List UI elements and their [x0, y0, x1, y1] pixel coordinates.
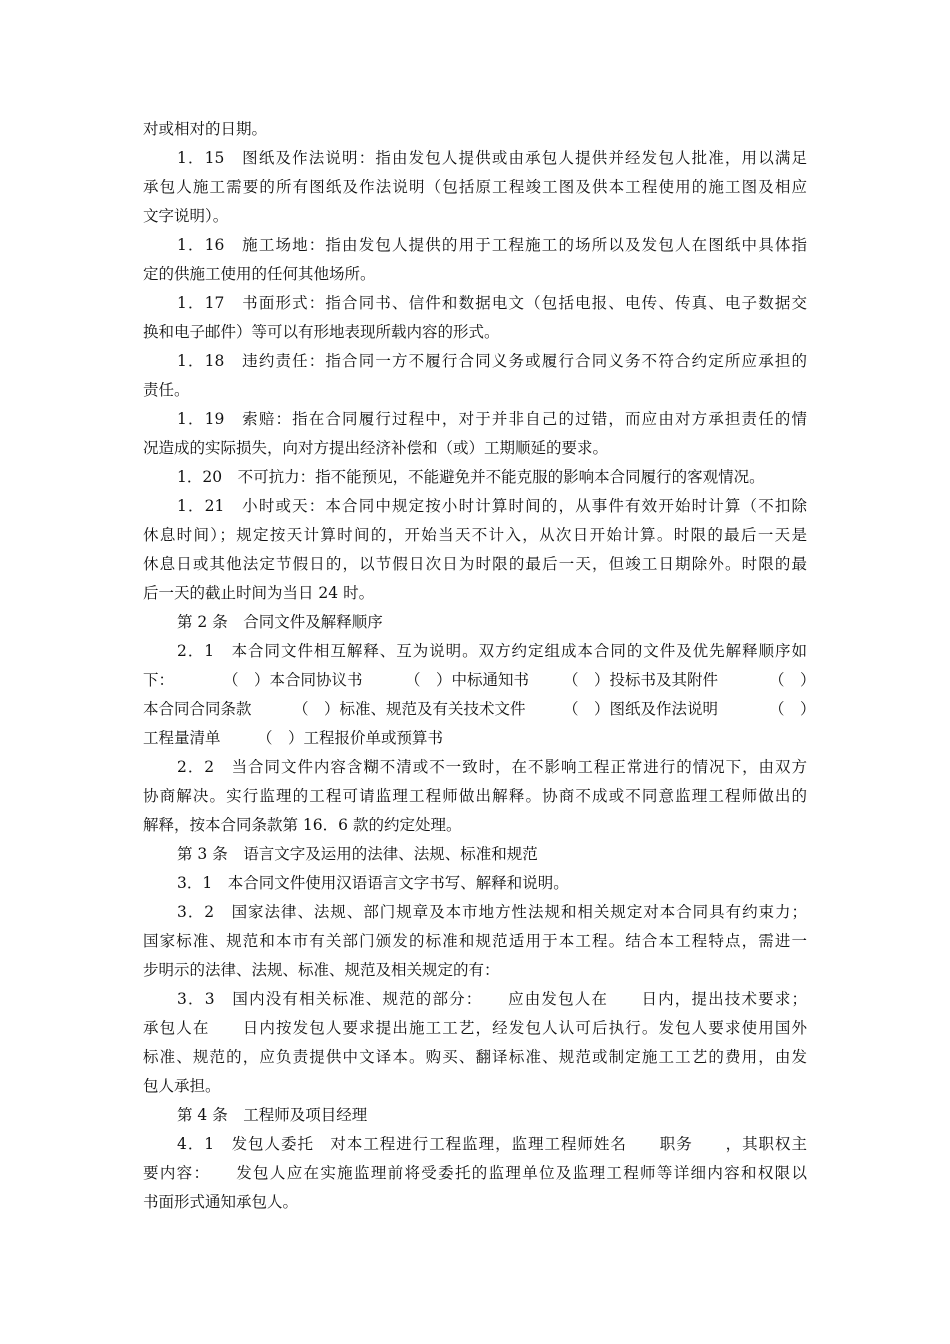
order-item: （ ）中标通知书 — [405, 671, 530, 689]
paragraph-line: 对或相对的日期。 — [143, 120, 268, 138]
order-item: （ ）图纸及作法说明 — [563, 700, 719, 718]
paragraph-line: 要内容： 发包人应在实施监理前将受委托的监理单位及监理工程师等详细内容和权限以 — [143, 1164, 807, 1182]
paragraph-line: 协商解决。实行监理的工程可请监理工程师做出解释。协商不成或不同意监理工程师做出的 — [143, 787, 807, 805]
paragraph-line: 承包人施工需要的所有图纸及作法说明（包括原工程竣工图及供本工程使用的施工图及相应 — [143, 178, 807, 196]
paragraph-line: 承包人在 日内按发包人要求提出施工工艺，经发包人认可后执行。发包人要求使用国外 — [143, 1019, 807, 1037]
paragraph-line: 责任。 — [143, 381, 190, 399]
clause-3-1: 3．1 本合同文件使用汉语语言文字书写、解释和说明。 — [177, 874, 569, 892]
paragraph-line: 书面形式通知承包人。 — [143, 1193, 299, 1211]
paragraph-line: 休息日或其他法定节假日的，以节假日次日为时限的最后一天，但竣工日期除外。时限的最 — [143, 555, 807, 573]
order-item: 工程量清单 — [143, 729, 221, 747]
order-item: （ ） — [769, 671, 816, 689]
clause-1-20: 1．20 不可抗力：指不能预见，不能避免并不能克服的影响本合同履行的客观情况。 — [177, 468, 765, 486]
clause-1-19: 1．19 索赔：指在合同履行过程中，对于并非自己的过错，而应由对方承担责任的情 — [177, 410, 807, 428]
order-item: 本合同合同条款 — [143, 700, 252, 718]
order-item: （ ） — [769, 700, 816, 718]
document-order-row — [143, 696, 816, 722]
order-item: 下： — [143, 671, 175, 689]
paragraph-line: 标准、规范的，应负责提供中文译本。购买、翻译标准、规范或制定施工工艺的费用，由发 — [143, 1048, 807, 1066]
order-item: （ ）本合同协议书 — [223, 671, 363, 689]
paragraph-line: 定的供施工使用的任何其他场所。 — [143, 265, 376, 283]
article-4-title: 第 4 条 工程师及项目经理 — [177, 1106, 368, 1124]
clause-1-15: 1．15 图纸及作法说明：指由发包人提供或由承包人提供并经发包人批准，用以满足 — [177, 149, 807, 167]
paragraph-line: 解释，按本合同条款第 16．6 款的约定处理。 — [143, 816, 462, 834]
clause-1-18: 1．18 违约责任：指合同一方不履行合同义务或履行合同义务不符合约定所应承担的 — [177, 352, 807, 370]
order-item: （ ）标准、规范及有关技术文件 — [293, 700, 526, 718]
clause-2-2: 2．2 当合同文件内容含糊不清或不一致时，在不影响工程正常进行的情况下，由双方 — [177, 758, 807, 776]
document-order-row — [143, 725, 807, 751]
paragraph-line: 步明示的法律、法规、标准、规范及相关规定的有： — [143, 961, 500, 979]
clause-4-1: 4．1 发包人委托 对本工程进行工程监理，监理工程师姓名 职务 ，其职权主 — [177, 1135, 807, 1153]
paragraph-line: 休息时间）；规定按天计算时间的，开始当天不计入，从次日开始计算。时限的最后一天是 — [143, 526, 807, 544]
order-item: （ ）工程报价单或预算书 — [257, 729, 444, 747]
paragraph-line: 国家标准、规范和本市有关部门颁发的标准和规范适用于本工程。结合本工程特点，需进一 — [143, 932, 807, 950]
clause-1-17: 1．17 书面形式：指合同书、信件和数据电文（包括电报、电传、传真、电子数据交 — [177, 294, 807, 312]
paragraph-line: 换和电子邮件）等可以有形地表现所载内容的形式。 — [143, 323, 500, 341]
paragraph-line: 文字说明）。 — [143, 207, 229, 225]
article-3-title: 第 3 条 语言文字及运用的法律、法规、标准和规范 — [177, 845, 538, 863]
clause-1-21: 1．21 小时或天：本合同中规定按小时计算时间的，从事件有效开始时计算（不扣除 — [177, 497, 807, 515]
clause-3-3: 3．3 国内没有相关标准、规范的部分： 应由发包人在 日内，提出技术要求； — [177, 990, 807, 1008]
paragraph-line: 后一天的截止时间为当日 24 时。 — [143, 584, 375, 602]
clause-1-16: 1．16 施工场地：指由发包人提供的用于工程施工的场所以及发包人在图纸中具体指 — [177, 236, 807, 254]
document-order-row — [143, 667, 816, 693]
paragraph-line: 包人承担。 — [143, 1077, 221, 1095]
clause-3-2: 3．2 国家法律、法规、部门规章及本市地方性法规和相关规定对本合同具有约束力； — [177, 903, 807, 921]
article-2-title: 第 2 条 合同文件及解释顺序 — [177, 613, 383, 631]
paragraph-line: 况造成的实际损失，向对方提出经济补偿和（或）工期顺延的要求。 — [143, 439, 609, 457]
order-item: （ ）投标书及其附件 — [563, 671, 719, 689]
clause-2-1: 2．1 本合同文件相互解释、互为说明。双方约定组成本合同的文件及优先解释顺序如 — [177, 642, 807, 660]
